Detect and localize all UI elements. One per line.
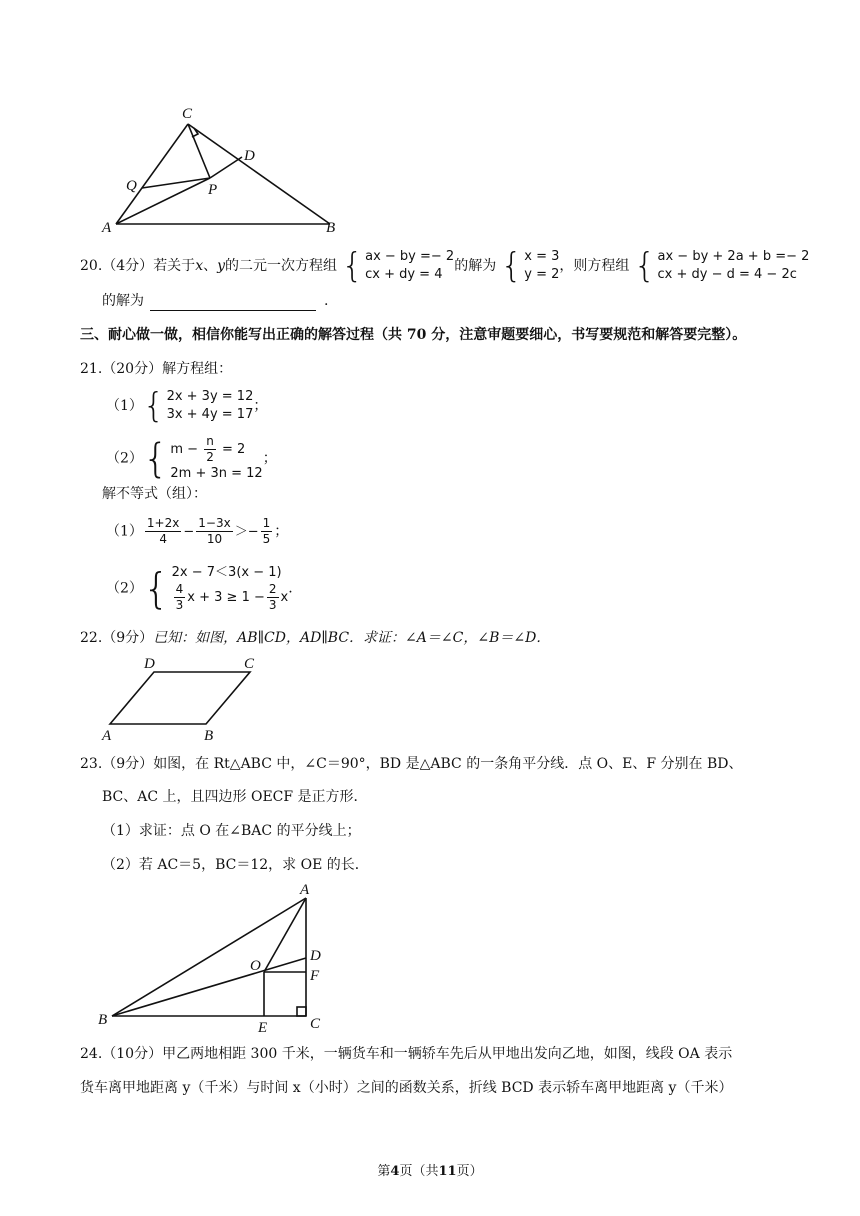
q21-inequality-title: 解不等式（组）： — [102, 486, 207, 502]
page-footer: 第4页（共11页） — [377, 1164, 483, 1179]
answer-blank[interactable] — [150, 296, 316, 311]
label-D: D — [144, 656, 155, 672]
right-triangle-figure-q23 — [94, 880, 334, 1035]
label-B: B — [204, 728, 214, 744]
label-A: A — [102, 728, 112, 744]
q21-title: 解方程组： — [162, 361, 233, 377]
label-A: A — [300, 882, 310, 898]
q20-var-y: y — [217, 258, 226, 274]
q20-text: 的解为 — [454, 258, 497, 274]
question-24: 24.（10分）甲乙两地相距 300 千米，一辆货车和一辆轿车先后从甲地出发向乙地，如图，线段 OA 表示 — [80, 1046, 733, 1062]
current-page: 4 — [390, 1164, 400, 1179]
label-A: A — [102, 220, 112, 235]
q23-part-2: （2）若 AC＝5，BC＝12，求 OE 的长． — [102, 857, 369, 873]
q20-text: 的二元一次方程组 — [225, 258, 338, 274]
label-C: C — [244, 656, 255, 672]
q20-text: 若关于 — [153, 258, 196, 274]
question-22: 22.（9分）已知：如图，AB∥CD，AD∥BC．求证：∠A＝∠C，∠B＝∠D． — [80, 630, 551, 646]
label-C: C — [310, 1016, 321, 1032]
q20-end: . — [324, 293, 329, 309]
q20-text: 的解为 — [102, 293, 144, 309]
label-P: P — [208, 182, 218, 198]
total-pages: 11 — [438, 1164, 457, 1179]
q20-score: （4分） — [102, 258, 154, 274]
question-23: 23.（9分）如图，在 Rt△ABC 中，∠C＝90°，BD 是△ABC 的一条角平分线．点 O、E、F 分别在 BD、 — [80, 756, 743, 772]
q23-line-2: BC、AC 上，且四边形 OECF 是正方形． — [102, 789, 368, 805]
q20-var-x: x — [195, 258, 204, 274]
label-D: D — [244, 148, 255, 164]
label-E: E — [258, 1020, 268, 1035]
q23-part-1: （1）求证：点 O 在∠BAC 的平分线上； — [102, 823, 361, 839]
section-3-heading: 三、耐心做一做，相信你能写出正确的解答过程（共 70 分，注意审题要细心，书写要规范和解答要完整）。 — [80, 327, 747, 343]
label-B: B — [98, 1012, 108, 1028]
q20-solution: { x = 3 y = 2 — [500, 246, 560, 286]
q20-answer-line — [102, 291, 328, 311]
q21-part-1: （1） { 2x + 3y = 12 3x + 4y = 17 ； — [106, 386, 268, 426]
q24-line-2: 货车离甲地距离 y（千米）与时间 x（小时）之间的函数关系，折线 BCD 表示轿车离甲地距离 y（千米） — [80, 1080, 733, 1096]
question-21 — [80, 359, 232, 379]
label-F: F — [310, 968, 320, 984]
q20-system-2: { ax − by + 2a + b =− 2 cx + dy − d = 4 − 2c — [633, 246, 810, 286]
q21-number: 21. — [80, 361, 103, 377]
q20-text: ，则方程组 — [559, 258, 630, 274]
q21-inequality-1: （1） $\frac{1+2x}{4}$ − $\frac{1-3x}{10}$ ＞− $\frac{1}{5}$ ； — [106, 516, 289, 546]
q21-score: （20分） — [102, 361, 163, 377]
label-O: O — [250, 958, 261, 974]
parallelogram-figure-q22 — [98, 652, 268, 744]
q20-number: 20. — [80, 258, 103, 274]
q21-inequality-2: （2） { 2x − 7＜3(x − 1) $\frac{4}{3}$ x + 3 ≥ 1 − $\frac{2}{3}$ x . — [106, 563, 293, 613]
label-D: D — [310, 948, 321, 964]
q20-sep: 、 — [203, 258, 218, 274]
label-Q: Q — [126, 178, 137, 194]
question-20 — [80, 248, 809, 284]
label-C: C — [182, 106, 193, 122]
label-B: B — [326, 220, 336, 235]
q21-part-2: （2） { m − $\frac{n}{2}$ = 2 2m + 3n = 12 ； — [106, 434, 277, 482]
triangle-figure-q19 — [98, 100, 348, 235]
q20-system-1: { ax − by =− 2 cx + dy = 4 — [341, 246, 455, 286]
